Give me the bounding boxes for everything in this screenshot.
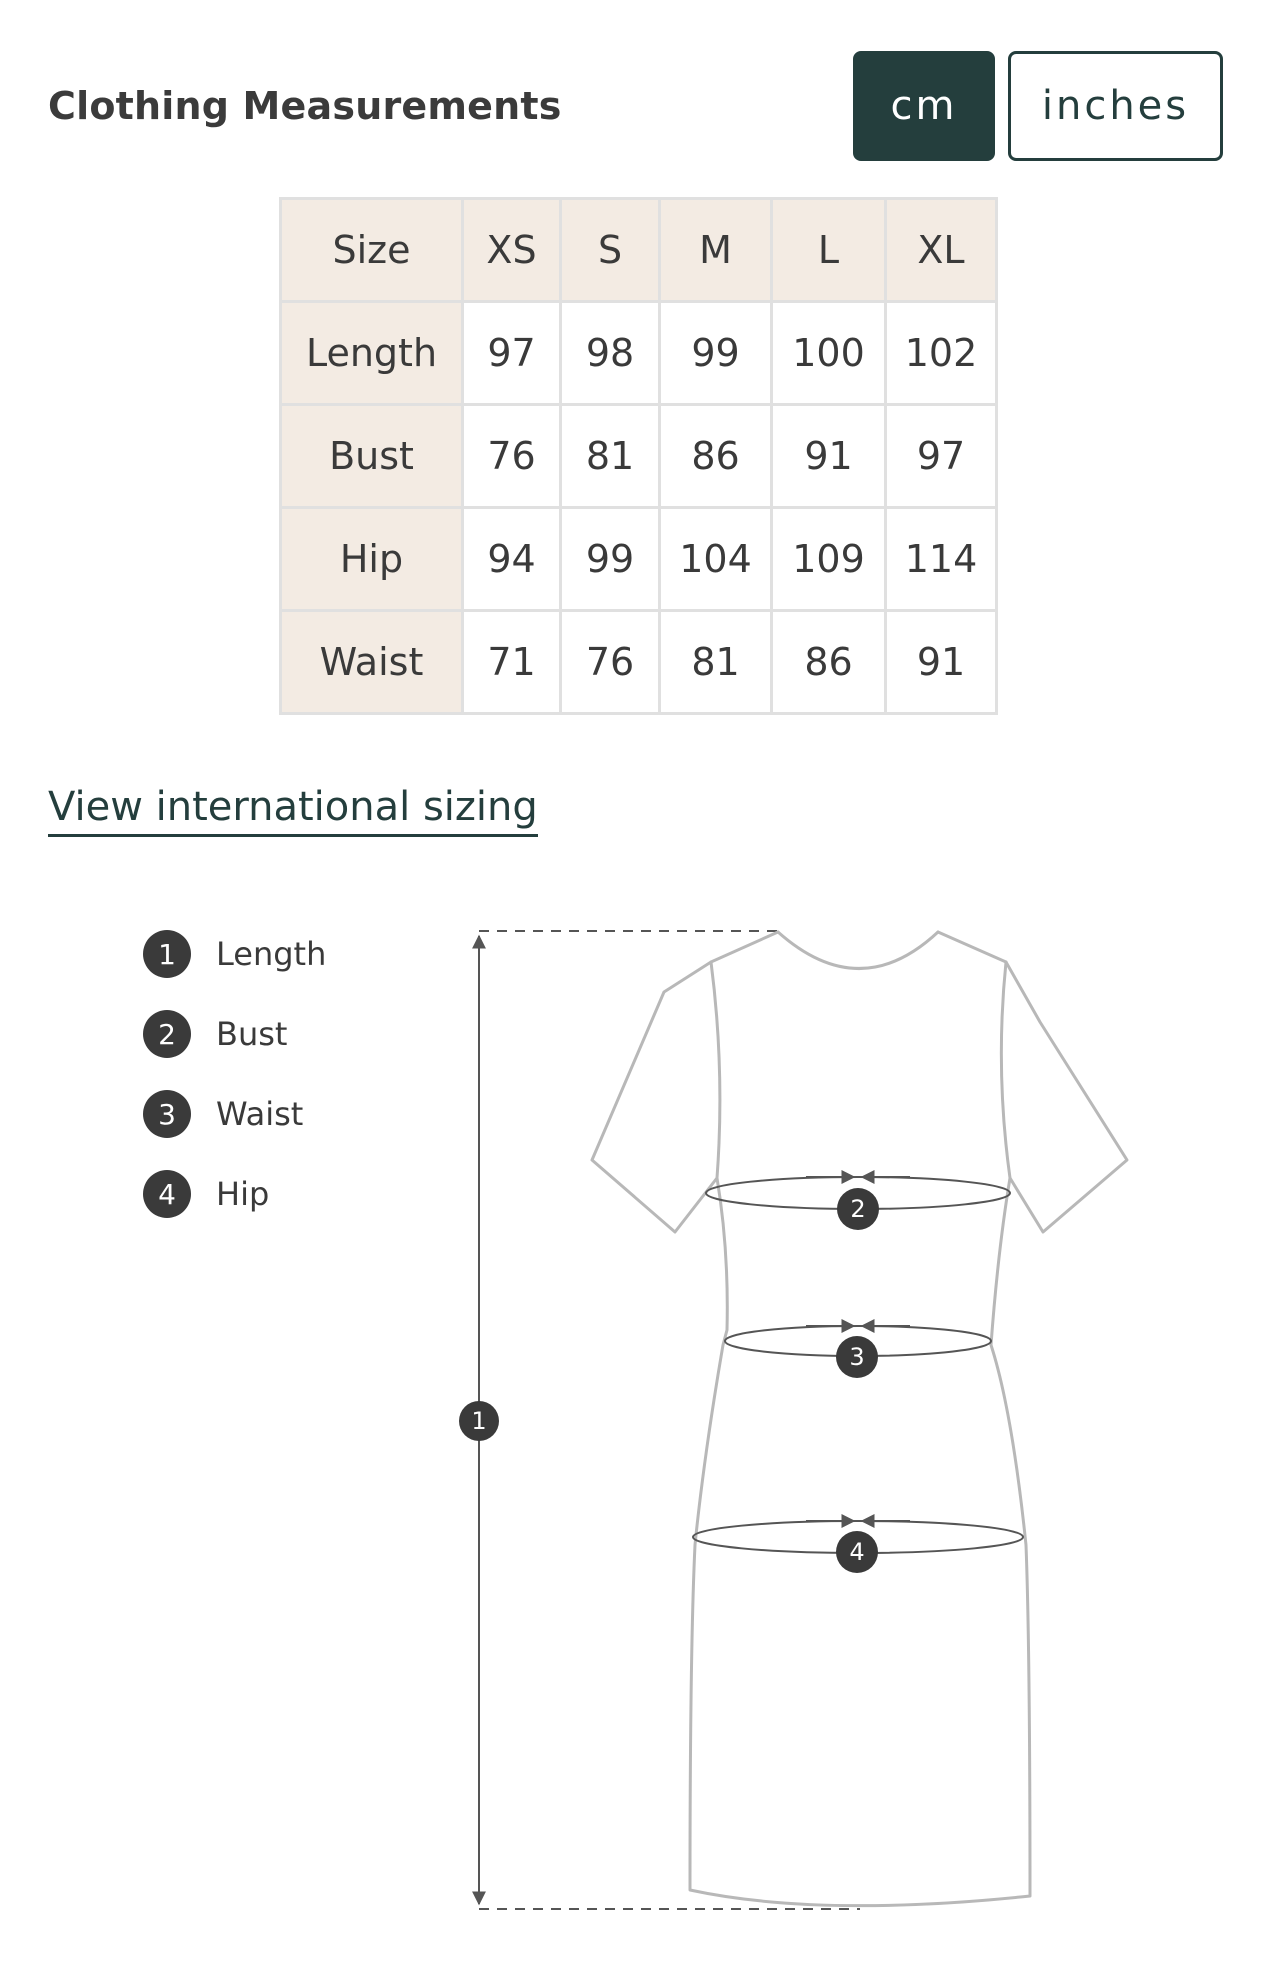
size-column-header: L (772, 199, 886, 302)
table-cell: 104 (660, 508, 772, 611)
table-cell: 99 (660, 302, 772, 405)
table-cell: 102 (886, 302, 997, 405)
size-column-header: XL (886, 199, 997, 302)
table-cell: 76 (463, 405, 561, 508)
hip-marker (836, 1531, 878, 1573)
table-cell: 81 (561, 405, 660, 508)
view-international-sizing-link[interactable]: View international sizing (48, 784, 538, 837)
number-badge: 2 (143, 1010, 191, 1058)
dress-outline (592, 932, 1127, 1906)
marker-number: 1 (471, 1407, 487, 1435)
marker-number: 2 (850, 1195, 866, 1223)
table-cell: 98 (561, 302, 660, 405)
legend-label: Bust (216, 1015, 288, 1053)
waist-marker (836, 1336, 878, 1378)
page-title: Clothing Measurements (48, 84, 562, 128)
legend-label: Waist (216, 1095, 304, 1133)
table-cell: 114 (886, 508, 997, 611)
table-cell: 109 (772, 508, 886, 611)
table-cell: 97 (886, 405, 997, 508)
bust-marker (837, 1188, 879, 1230)
number-badge: 3 (143, 1090, 191, 1138)
length-marker (459, 1401, 499, 1441)
size-column-header: S (561, 199, 660, 302)
number-badge: 4 (143, 1170, 191, 1218)
table-cell: 86 (660, 405, 772, 508)
table-cell: 91 (772, 405, 886, 508)
marker-number: 3 (849, 1343, 865, 1371)
table-cell: 100 (772, 302, 886, 405)
table-cell: 71 (463, 611, 561, 714)
cm-unit-button[interactable]: cm (853, 51, 995, 161)
table-cell: 81 (660, 611, 772, 714)
row-label-hip: Hip (281, 508, 463, 611)
size-column-header: M (660, 199, 772, 302)
legend-label: Length (216, 935, 327, 973)
marker-number: 4 (849, 1538, 865, 1566)
legend-label: Hip (216, 1175, 270, 1213)
row-label-length: Length (281, 302, 463, 405)
table-cell: 86 (772, 611, 886, 714)
inches-unit-button[interactable]: inches (1008, 51, 1223, 161)
table-cell: 99 (561, 508, 660, 611)
table-cell: 76 (561, 611, 660, 714)
row-label-bust: Bust (281, 405, 463, 508)
table-cell: 94 (463, 508, 561, 611)
size-header-cell: Size (281, 199, 463, 302)
table-cell: 91 (886, 611, 997, 714)
table-cell: 97 (463, 302, 561, 405)
number-badge: 1 (143, 930, 191, 978)
size-column-header: XS (463, 199, 561, 302)
row-label-waist: Waist (281, 611, 463, 714)
